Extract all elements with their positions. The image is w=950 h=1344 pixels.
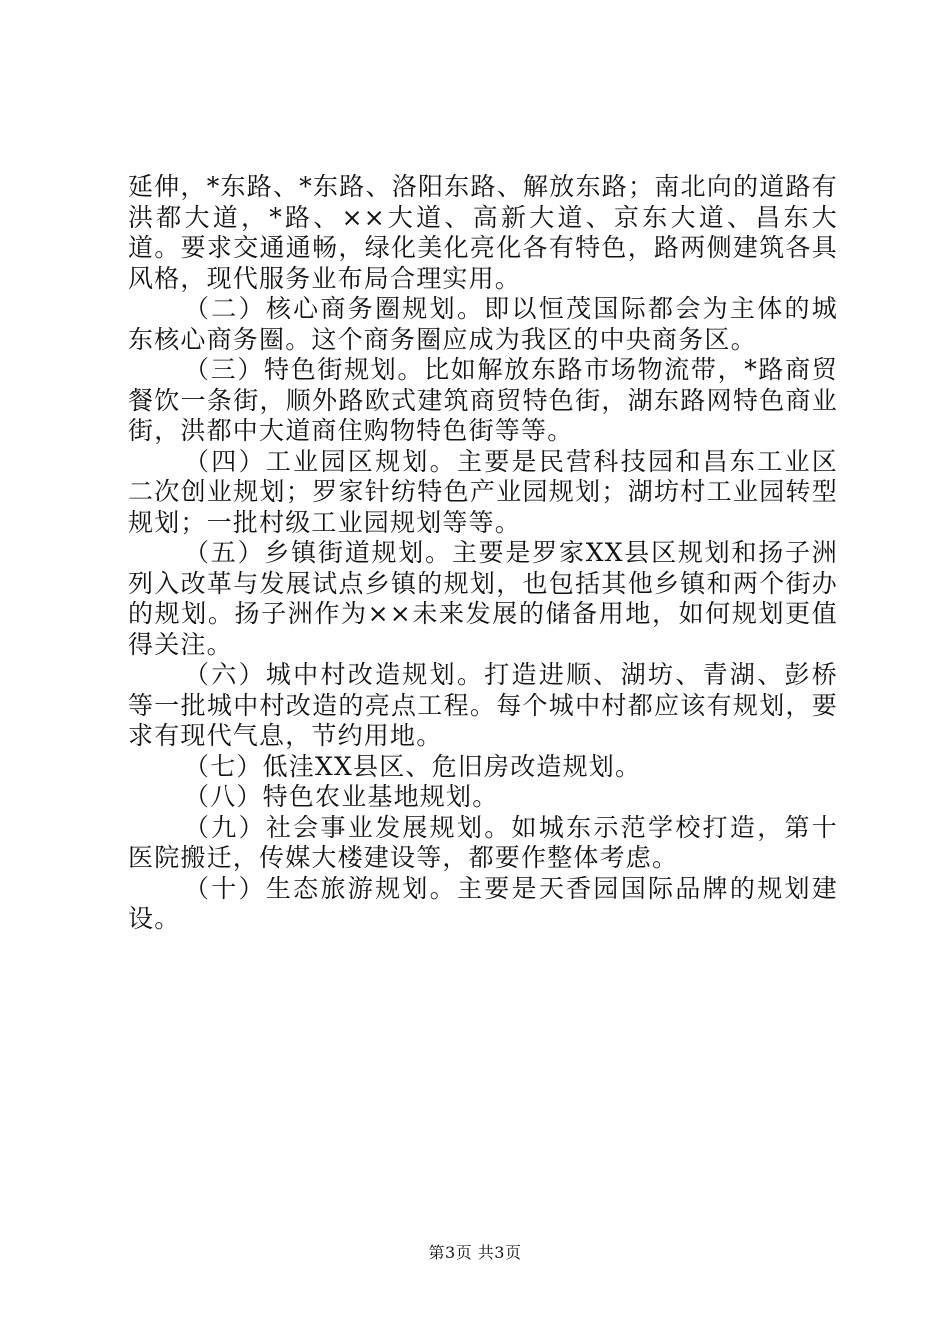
paragraph-lowland-renovation: （七）低洼XX县区、危旧房改造规划。 [184,751,642,781]
paragraph-township-planning: （五）乡镇街道规划。主要是罗家XX县区规划和扬子洲列入改革与发展试点乡镇的规划，也包括其他乡镇和两个街办的规划。扬子洲作为××未来发展的储备用地，如何规划更值得关注。 [128,538,838,659]
paragraph-featured-streets: （三）特色街规划。比如解放东路市场物流带，*路商贸餐饮一条街，顺外路欧式建筑商贸特色街，湖东路网特色商业街，洪都中大道商住购物特色街等等。 [128,355,838,445]
paragraph-industrial-parks: （四）工业园区规划。主要是民营科技园和昌东工业区二次创业规划；罗家针纺特色产业园规划；湖坊村工业园转型规划；一批村级工业园规划等等。 [128,446,838,537]
paragraph-urban-village: （六）城中村改造规划。打造进顺、湖坊、青湖、彭桥等一批城中村改造的亮点工程。每个城中村都应该有规划，要求有现代气息，节约用地。 [128,660,838,750]
paragraph-continuation: 延伸，*东路、*东路、洛阳东路、解放东路；南北向的道路有洪都大道，*路、××大道、高新大道、京东大道、昌东大道。要求交通通畅，绿化美化亮化各有特色，路两侧建筑各具风格，现代服务业布局合理实用。 [128,172,838,293]
page-footer: 第3页 共3页 [428,1243,522,1262]
paragraph-eco-tourism: （十）生态旅游规划。主要是天香园国际品牌的规划建设。 [128,873,838,933]
paragraph-agriculture-base: （八）特色农业基地规划。 [184,782,499,811]
paragraph-social-development: （九）社会事业发展规划。如城东示范学校打造，第十医院搬迁，传媒大楼建设等，都要作整体考虑。 [128,812,838,872]
document-body [128,172,838,935]
paragraph-core-business-district: （二）核心商务圈规划。即以恒茂国际都会为主体的城东核心商务圈。这个商务圈应成为我区的中央商务区。 [128,294,838,354]
